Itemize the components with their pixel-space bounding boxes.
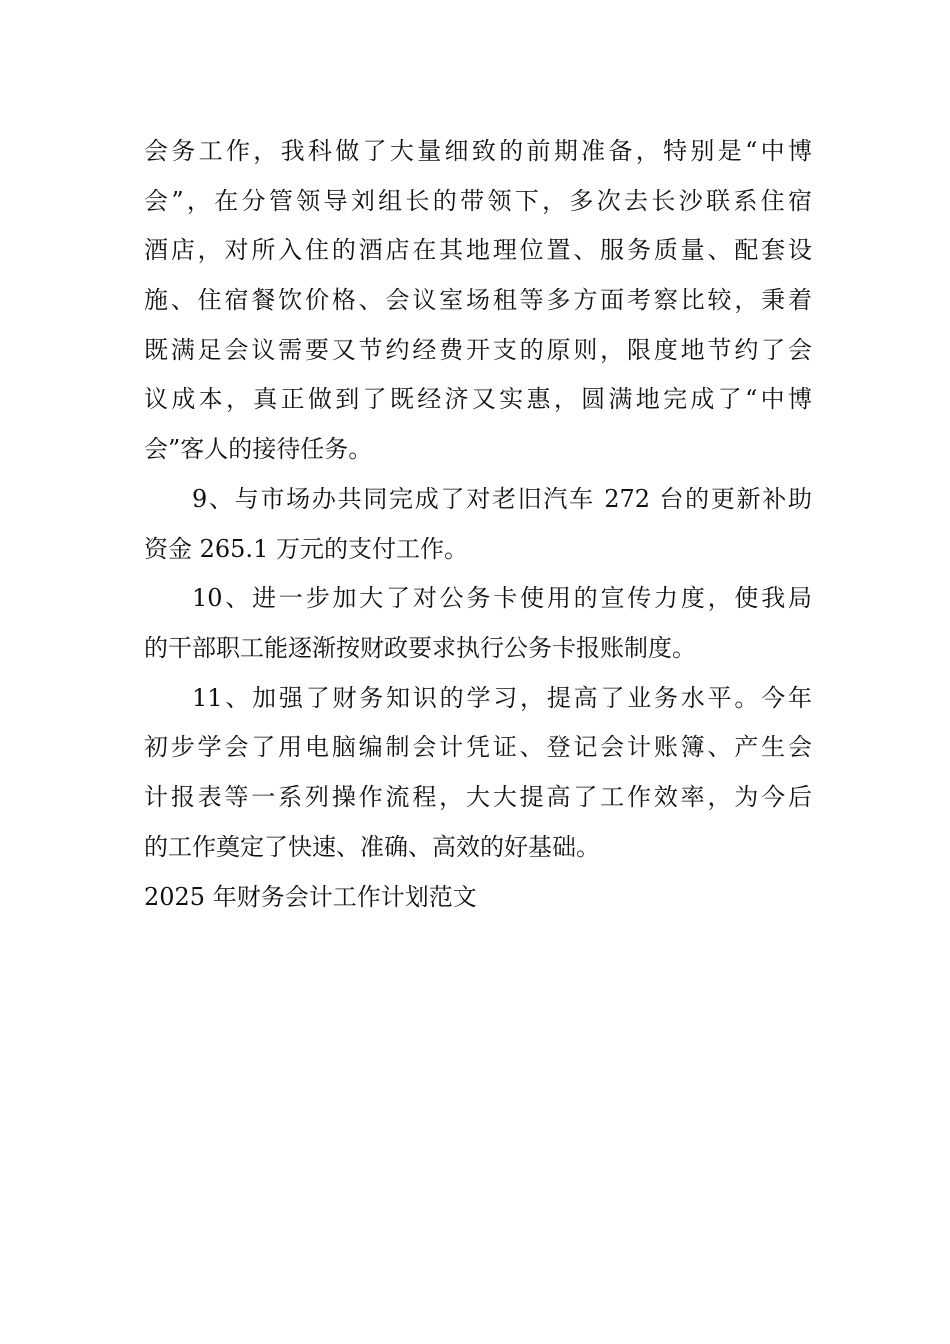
text-line: 会务工作，我科做了大量细致的前期准备，特别是“中博	[144, 137, 812, 165]
paragraph-item-9	[144, 475, 812, 574]
text-line: 的工作奠定了快速、准确、高效的好基础。	[144, 832, 600, 861]
text-line: 10、进一步加大了对公务卡使用的宣传力度，使我局	[192, 584, 812, 613]
text-line: 酒店，对所入住的酒店在其地理位置、服务质量、配套设	[144, 236, 812, 265]
paragraph-item-10	[144, 574, 812, 673]
text-line: 的干部职工能逐渐按财政要求执行公务卡报账制度。	[144, 633, 696, 662]
text-line: 议成本，真正做到了既经济又实惠，圆满地完成了“中博	[144, 385, 812, 414]
text-line: 既满足会议需要又节约经费开支的原则，限度地节约了会	[144, 335, 812, 364]
paragraph-continued	[144, 127, 812, 475]
text-line: 11、加强了财务知识的学习，提高了业务水平。今年	[192, 683, 812, 712]
text-line: 初步学会了用电脑编制会计凭证、登记会计账簿、产生会	[144, 733, 812, 762]
text-line: 施、住宿餐饮价格、会议室场租等多方面考察比较，秉着	[144, 286, 812, 315]
document-body	[144, 127, 812, 872]
text-line: 9、与市场办共同完成了对老旧汽车 272 台的更新补助	[192, 484, 812, 513]
text-line: 计报表等一系列操作流程，大大提高了工作效率，为今后	[144, 782, 812, 811]
text-line: 会”客人的接待任务。	[144, 435, 373, 464]
text-line: 会”，在分管领导刘组长的带领下，多次去长沙联系住宿	[144, 186, 812, 215]
paragraph-item-11	[144, 674, 812, 873]
text-line: 资金 265.1 万元的支付工作。	[144, 534, 468, 563]
next-document-title: 2025 年财务会计工作计划范文	[144, 883, 477, 911]
